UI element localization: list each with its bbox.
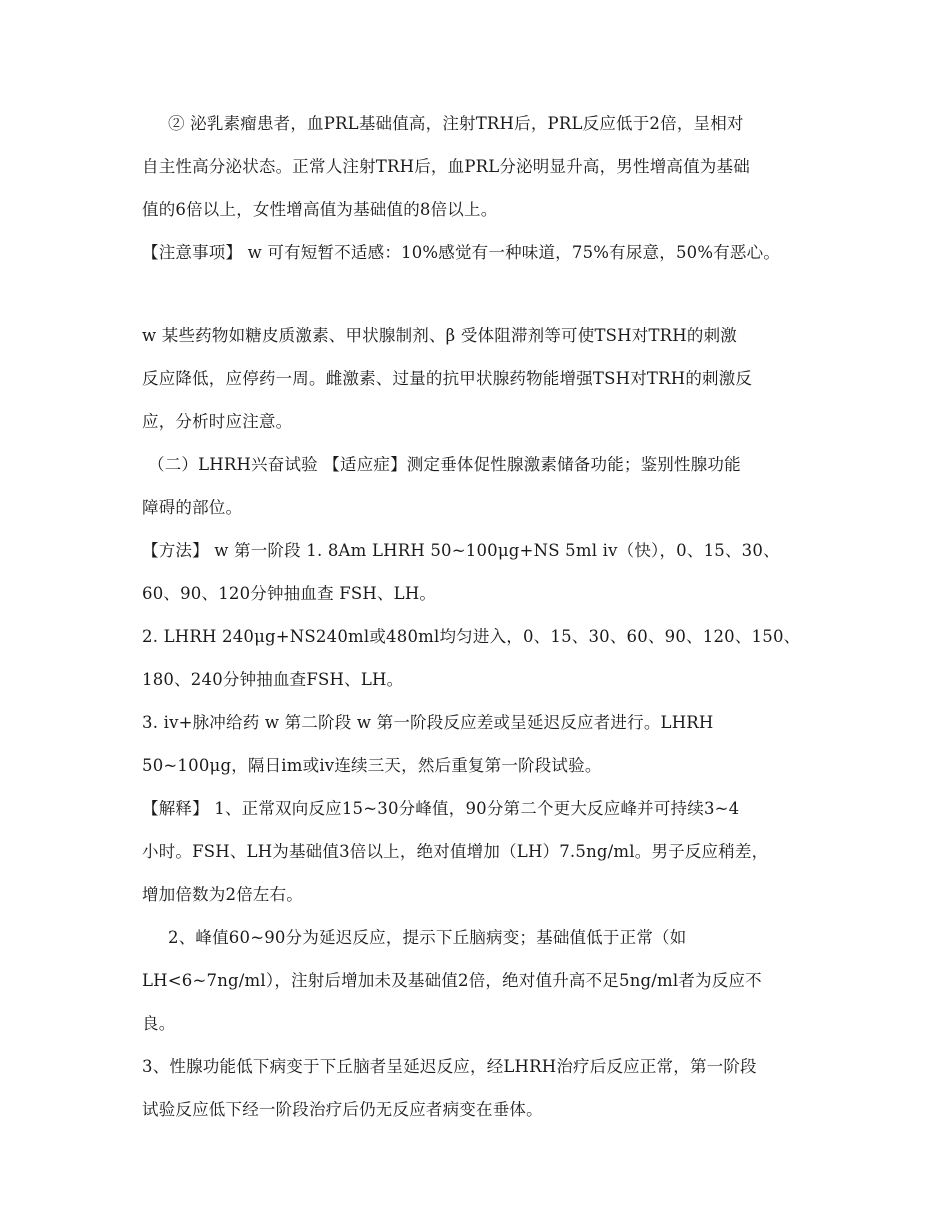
text-line: 值的6倍以上，女性增高值为基础值的8倍以上。 [142, 200, 498, 219]
text-line: 【方法】 w 第一阶段 1. 8Am LHRH 50~100μg+NS 5ml iv（快），0、15、30、 [142, 541, 780, 560]
text-line: 50~100μg，隔日im或iv连续三天，然后重复第一阶段试验。 [142, 756, 602, 775]
text-line: 障碍的部位。 [142, 498, 243, 517]
text-line: w 某些药物如糖皮质激素、甲状腺制剂、β 受体阻滞剂等可使TSH对TRH的刺激 [142, 326, 737, 345]
text-line: 3、性腺功能低下病变于下丘脑者呈延迟反应，经LHRH治疗后反应正常，第一阶段 [142, 1057, 757, 1076]
text-line: 【注意事项】 w 可有短暂不适感：10%感觉有一种味道，75%有尿意，50%有恶心。 [142, 243, 781, 262]
text-line: 增加倍数为2倍左右。 [142, 885, 303, 904]
text-line: 60、90、120分钟抽血查 FSH、LH。 [142, 584, 437, 603]
text-line: LH<6~7ng/ml），注射后增加未及基础值2倍，绝对值升高不足5ng/ml者为反应不 [142, 971, 762, 990]
text-line: ② 泌乳素瘤患者，血PRL基础值高，注射TRH后，PRL反应低于2倍，呈相对 [168, 114, 744, 133]
text-line: 应，分析时应注意。 [142, 412, 293, 431]
text-line: 良。 [142, 1014, 176, 1033]
text-line: 小时。FSH、LH为基础值3倍以上，绝对值增加（LH）7.5ng/ml。男子反应稍差， [142, 842, 769, 861]
text-line: 180、240分钟抽血查FSH、LH。 [142, 670, 404, 689]
text-line: 2. LHRH 240μg+NS240ml或480ml均匀进入，0、15、30、60、90、120、150、 [142, 627, 801, 646]
text-line: 3. iv+脉冲给药 w 第二阶段 w 第一阶段反应差或呈延迟反应者进行。LHRH [142, 713, 714, 732]
text-line: 【解释】 1、正常双向反应15~30分峰值，90分第二个更大反应峰并可持续3~4 [142, 799, 740, 818]
text-line: （二）LHRH兴奋试验 【适应症】测定垂体促性腺激素储备功能；鉴别性腺功能 [148, 455, 741, 474]
text-line: 试验反应低下经一阶段治疗后仍无反应者病变在垂体。 [142, 1100, 543, 1119]
text-line: 反应降低，应停药一周。雌激素、过量的抗甲状腺药物能增强TSH对TRH的刺激反 [142, 369, 753, 388]
text-line: 2、峰值60~90分为延迟反应，提示下丘脑病变；基础值低于正常（如 [168, 928, 687, 947]
text-line: 自主性高分泌状态。正常人注射TRH后，血PRL分泌明显升高，男性增高值为基础 [142, 157, 750, 176]
